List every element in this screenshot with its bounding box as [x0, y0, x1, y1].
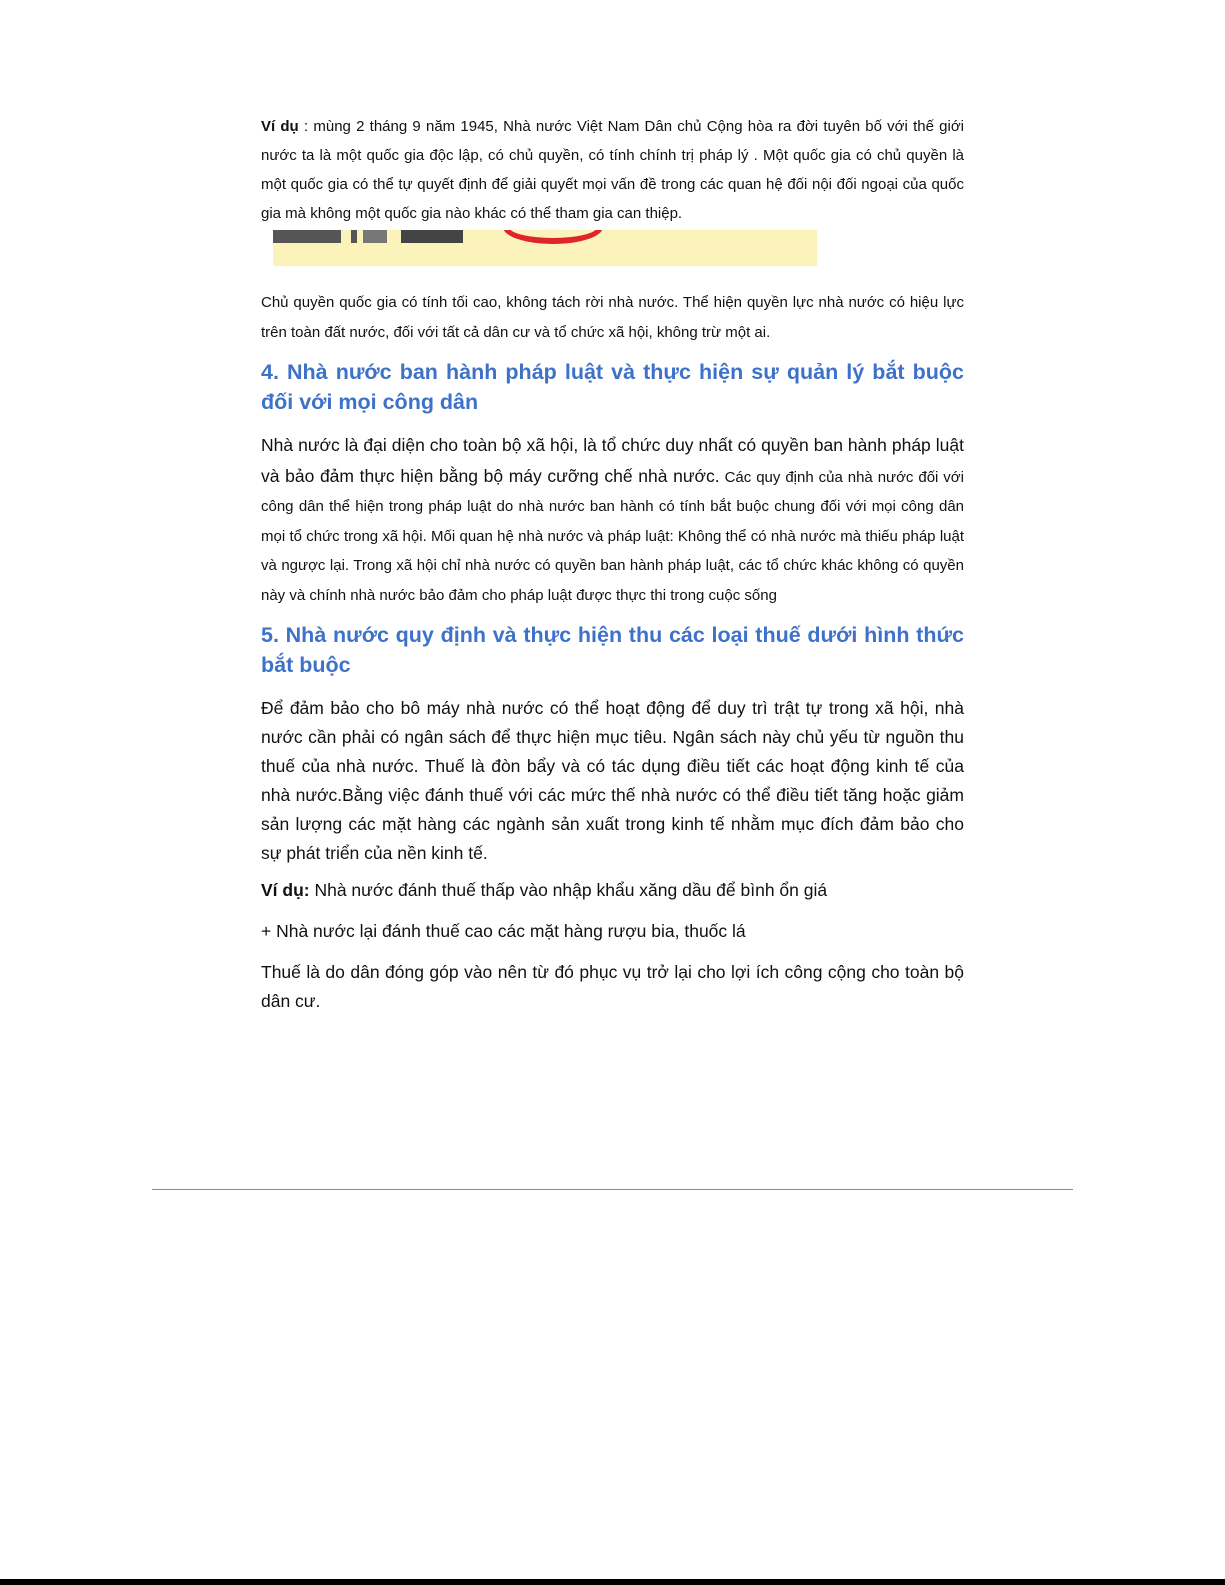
image-fragment [401, 230, 463, 243]
example-text: : mùng 2 tháng 9 năm 1945, Nhà nước Việt Nam Dân chủ Cộng hòa ra đời tuyên bố với thế giới nước ta là một quốc gia độc lập, có chủ quyền, có tính chính trị pháp lý . Một quốc gia có chủ quyền là một quốc gia có thể tự quyết định để giải quyết mọi vấn đề trong các quan hệ đối nội đối ngoại của quốc gia mà không một quốc gia nào khác có thể tham gia can thiệp. [261, 118, 964, 222]
section-5-paragraph: Để đảm bảo cho bô máy nhà nước có thể hoạt động để duy trì trật tự trong xã hội, nhà nước cần phải có ngân sách để thực hiện mục tiêu. Ngân sách này chủ yếu từ nguồn thu thuế của nhà nước. Thuế là đòn bẩy và có tác dụng điều tiết các hoạt động kinh tế của nhà nước.Bằng việc đánh thuế với các mức thế nhà nước có thể điều tiết tăng hoặc giảm sản lượng các mặt hàng các ngành sản xuất trong kinh tế nhằm mục đích đảm bảo cho sự phát triển của nền kinh tế. [261, 698, 964, 863]
document-content [261, 112, 964, 1016]
image-fragment [351, 230, 357, 243]
section-5-heading: 5. Nhà nước quy định và thực hiện thu các loại thuế dưới hình thức bắt buộc [261, 623, 964, 677]
example-paragraph [261, 112, 964, 228]
page-bottom-edge [0, 1579, 1225, 1585]
section-4-paragraph [261, 431, 964, 610]
sovereignty-paragraph: Chủ quyền quốc gia có tính tối cao, không tách rời nhà nước. Thể hiện quyền lực nhà nước có hiệu lực trên toàn đất nước, đối với tất cả dân cư và tổ chức xã hội, không trừ một ai. [261, 294, 964, 341]
tax-example-label: Ví dụ: [261, 880, 310, 900]
section-4-lead: Nhà nước là đại diện cho toàn bộ xã hội, là tổ chức duy nhất có quyền ban hành pháp luật và bảo đảm thực hiện bằng bộ máy cưỡng chế nhà nước. [261, 435, 964, 486]
page-footer-rule [152, 1189, 1073, 1190]
image-fragment [363, 230, 387, 243]
tax-example-plus: + Nhà nước lại đánh thuế cao các mặt hàng rượu bia, thuốc lá [261, 921, 746, 941]
section-4-heading: 4. Nhà nước ban hành pháp luật và thực hiện sự quản lý bắt buộc đối với mọi công dân [261, 360, 964, 414]
image-red-arc [503, 230, 603, 244]
example-label: Ví dụ [261, 118, 299, 135]
cropped-image-strip [273, 230, 817, 266]
tax-example-paragraph [261, 876, 964, 905]
closing-paragraph: Thuế là do dân đóng góp vào nên từ đó phục vụ trở lại cho lợi ích công cộng cho toàn bộ dân cư. [261, 962, 964, 1011]
section-4-rest: Các quy định của nhà nước đối với công dân thể hiện trong pháp luật do nhà nước ban hành có tính bắt buộc chung đối với mọi công dân mọi tổ chức trong xã hội. Mối quan hệ nhà nước và pháp luật: Không thể có nhà nước mà thiếu pháp luật và ngược lại. Trong xã hội chỉ nhà nước có quyền ban hành pháp luật, các tổ chức khác không có quyền này và chính nhà nước bảo đảm cho pháp luật được thực thi trong cuộc sống [261, 468, 964, 604]
tax-example-text: Nhà nước đánh thuế thấp vào nhập khẩu xăng dầu để bình ổn giá [309, 880, 828, 900]
image-fragment [273, 230, 341, 243]
